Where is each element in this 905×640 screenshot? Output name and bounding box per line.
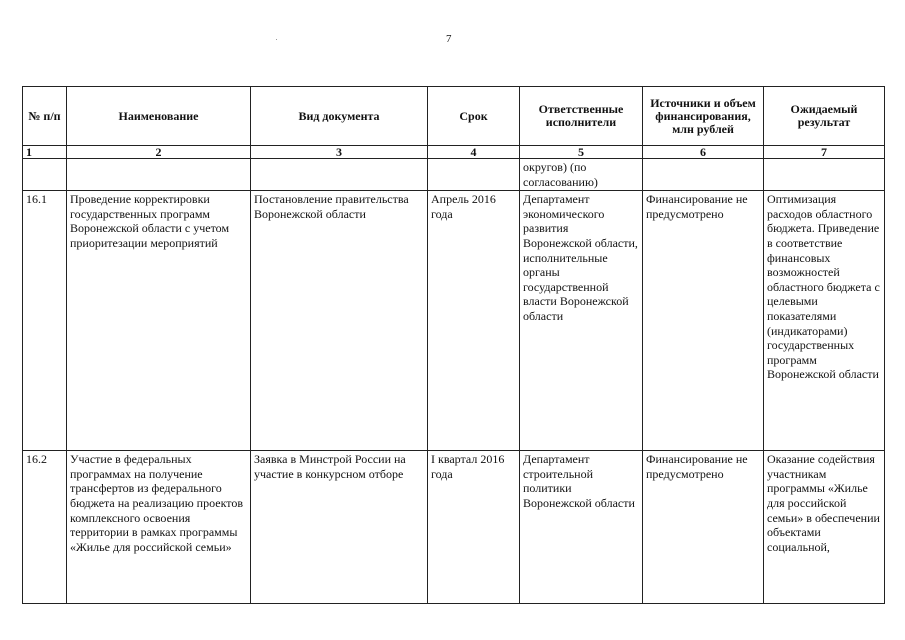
column-number-row bbox=[23, 146, 885, 159]
table-cell bbox=[23, 159, 67, 191]
row-number: 16.1 bbox=[23, 191, 67, 451]
table-row bbox=[23, 451, 885, 604]
row-name: Проведение корректировки государственных программ Воронежской области с учетом приоритезации мероприятий bbox=[67, 191, 251, 451]
row-number: 16.2 bbox=[23, 451, 67, 604]
row-term: Апрель 2016 года bbox=[428, 191, 520, 451]
measures-table bbox=[22, 86, 885, 604]
header-responsible: Ответственные исполнители bbox=[520, 87, 643, 146]
header-funding: Источники и объем финансирования, млн рублей bbox=[643, 87, 764, 146]
row-funding: Финансирование не предусмотрено bbox=[643, 191, 764, 451]
scan-speck bbox=[276, 39, 277, 40]
table-cell bbox=[251, 159, 428, 191]
row-doc-type: Заявка в Минстрой России на участие в конкурсном отборе bbox=[251, 451, 428, 604]
continuation-responsible: округов) (по согласованию) bbox=[520, 159, 643, 191]
table-cell bbox=[428, 159, 520, 191]
row-term: I квартал 2016 года bbox=[428, 451, 520, 604]
header-row bbox=[23, 87, 885, 146]
column-number: 3 bbox=[251, 146, 428, 159]
table-cell bbox=[67, 159, 251, 191]
row-funding: Финансирование не предусмотрено bbox=[643, 451, 764, 604]
header-term: Срок bbox=[428, 87, 520, 146]
header-doc-type: Вид документа bbox=[251, 87, 428, 146]
row-responsible: Департамент строительной политики Воронежской области bbox=[520, 451, 643, 604]
column-number: 7 bbox=[764, 146, 885, 159]
table-cell bbox=[764, 159, 885, 191]
column-number: 5 bbox=[520, 146, 643, 159]
table-cell bbox=[643, 159, 764, 191]
header-name: Наименование bbox=[67, 87, 251, 146]
row-result: Оказание содействия участникам программы «Жилье для российской семьи» в обеспечении объектами социальной, bbox=[764, 451, 885, 604]
header-num: № п/п bbox=[23, 87, 67, 146]
column-number: 1 bbox=[23, 146, 67, 159]
row-result: Оптимизация расходов областного бюджета. Приведение в соответствие финансовых возможностей областного бюджета с целевыми показателями (индикаторами) государственных программ Воронежской области bbox=[764, 191, 885, 451]
column-number: 6 bbox=[643, 146, 764, 159]
row-doc-type: Постановление правительства Воронежской области bbox=[251, 191, 428, 451]
row-name: Участие в федеральных программах на получение трансфертов из федерального бюджета на реализацию проектов комплексного освоения территории в рамках программы «Жилье для российской семьи» bbox=[67, 451, 251, 604]
column-number: 2 bbox=[67, 146, 251, 159]
page-number: 7 bbox=[446, 33, 452, 45]
continuation-row bbox=[23, 159, 885, 191]
header-result: Ожидаемый результат bbox=[764, 87, 885, 146]
column-number: 4 bbox=[428, 146, 520, 159]
row-responsible: Департамент экономического развития Воронежской области, исполнительные органы государственной власти Воронежской области bbox=[520, 191, 643, 451]
table-row bbox=[23, 191, 885, 451]
